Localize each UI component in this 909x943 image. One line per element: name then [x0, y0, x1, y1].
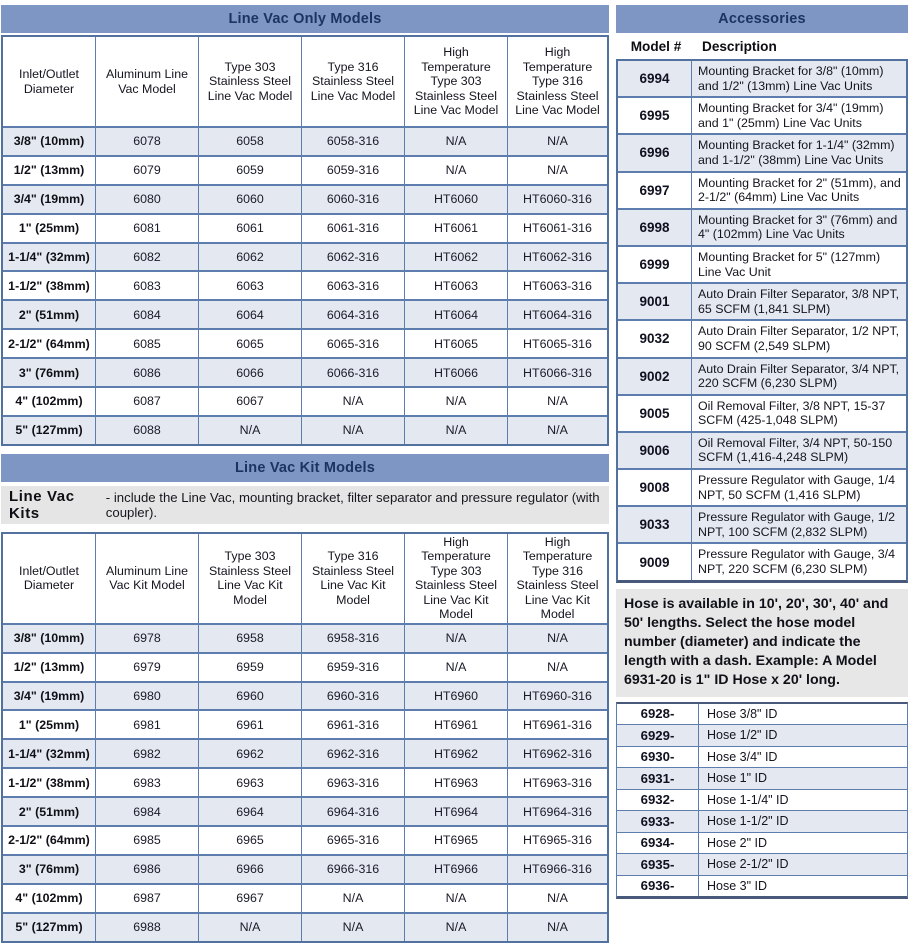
- column-header: Inlet/Outlet Diameter: [19, 66, 79, 96]
- model-cell: 6959: [198, 654, 301, 681]
- model-number: 9033: [618, 507, 692, 542]
- model-cell: HT6062-316: [507, 244, 607, 271]
- description-cell: Hose 2" ID: [707, 835, 768, 850]
- column-header: Type 316 Stainless Steel Line Vac Model: [301, 37, 404, 126]
- diameter-cell: 1-1/2" (38mm): [8, 278, 90, 293]
- model-cell: 6061-316: [301, 215, 404, 242]
- model-cell: N/A: [404, 914, 507, 941]
- model-cell: N/A: [404, 157, 507, 184]
- model-cell: 6063-316: [301, 272, 404, 299]
- table-row: [3, 126, 607, 155]
- table-row: [3, 242, 607, 271]
- table-row: [618, 431, 906, 468]
- column-header: High Temperature Type 316 Stainless Steel Line Vac Model: [507, 37, 607, 126]
- model-number: 9006: [618, 433, 692, 468]
- model-cell: N/A: [198, 914, 301, 941]
- model-cell: 6058-316: [301, 128, 404, 155]
- table-row: [618, 208, 906, 245]
- model-number: 6995: [618, 98, 692, 133]
- model-cell: N/A: [404, 885, 507, 912]
- table-row: [617, 767, 907, 789]
- model-number: 6931-: [617, 768, 699, 789]
- model-cell: HT6066-316: [507, 359, 607, 386]
- column-header: Inlet/Outlet Diameter: [19, 563, 79, 593]
- model-cell: 6963: [198, 769, 301, 796]
- table-row: [3, 825, 607, 854]
- model-cell: HT6061: [404, 215, 507, 242]
- diameter-cell: 1-1/4" (32mm): [8, 746, 90, 761]
- table-row: [618, 468, 906, 505]
- model-cell: N/A: [301, 417, 404, 444]
- model-number: 6997: [618, 173, 692, 208]
- column-header: Aluminum Line Vac Kit Model: [95, 534, 198, 623]
- diameter-cell: 2" (51mm): [18, 804, 80, 819]
- model-number: 6996: [618, 135, 692, 170]
- model-cell: N/A: [507, 157, 607, 184]
- table-row: [3, 767, 607, 796]
- description-cell: Hose 1" ID: [707, 771, 768, 786]
- model-cell: 6984: [95, 798, 198, 825]
- line-vac-only-table: [1, 35, 609, 446]
- description-cell: Oil Removal Filter, 3/4 NPT, 50-150 SCFM (1,416-4,248 SLPM): [698, 435, 893, 465]
- model-cell: 6959-316: [301, 654, 404, 681]
- diameter-cell: 3" (76mm): [18, 862, 80, 877]
- table-row: [618, 61, 906, 96]
- description-cell: Pressure Regulator with Gauge, 3/4 NPT, 220 SCFM (6,230 SLPM): [698, 547, 895, 577]
- model-cell: HT6964-316: [507, 798, 607, 825]
- description-cell: Auto Drain Filter Separator, 3/8 NPT, 65 SCFM (1,841 SLPM): [698, 287, 900, 316]
- hose-note: Hose is available in 10', 20', 30', 40' and 50' lengths. Select the hose model number (diameter) and indicate the length with a dash. Example: A Model 6931-20 is 1" ID Hose x 20' long.: [616, 589, 908, 697]
- model-cell: 6088: [95, 417, 198, 444]
- model-cell: N/A: [507, 654, 607, 681]
- model-cell: 6986: [95, 856, 198, 883]
- table-row: [618, 319, 906, 356]
- model-cell: 6982: [95, 740, 198, 767]
- description-cell: Hose 3/4" ID: [707, 749, 778, 764]
- model-number: 9002: [618, 359, 692, 394]
- description-cell: Pressure Regulator with Gauge, 1/2 NPT, 100 SCFM (2,832 SLPM): [698, 510, 895, 539]
- column-header: Type 303 Stainless Steel Line Vac Model: [198, 37, 301, 126]
- table-row: [3, 155, 607, 184]
- model-cell: HT6966-316: [507, 856, 607, 883]
- model-cell: 6958: [198, 625, 301, 652]
- diameter-cell: 1-1/4" (32mm): [8, 250, 90, 264]
- model-cell: N/A: [301, 388, 404, 415]
- model-number: 6999: [618, 247, 692, 282]
- model-number: 6998: [618, 210, 692, 245]
- description-cell: Mounting Bracket for 1-1/4" (32mm) and 1-1/2" (38mm) Line Vac Units: [698, 138, 895, 167]
- model-cell: 6083: [95, 272, 198, 299]
- diameter-cell: 1/2" (13mm): [13, 660, 85, 675]
- model-cell: 6079: [95, 157, 198, 184]
- model-number: 6936-: [617, 876, 699, 897]
- model-cell: 6963-316: [301, 769, 404, 796]
- model-cell: 6966-316: [301, 856, 404, 883]
- column-header: Type 303 Stainless Steel Line Vac Kit Model: [198, 534, 301, 623]
- model-cell: HT6061-316: [507, 215, 607, 242]
- table-row: [617, 875, 907, 897]
- model-cell: HT6965-316: [507, 827, 607, 854]
- table-row: [618, 505, 906, 542]
- model-cell: 6066: [198, 359, 301, 386]
- diameter-cell: 1-1/2" (38mm): [8, 775, 90, 790]
- column-header: High Temperature Type 303 Stainless Steel Line Vac Kit Model: [404, 534, 507, 623]
- accessories-table: [616, 59, 908, 583]
- line-vac-kit-title: Line Vac Kit Models: [235, 459, 375, 476]
- model-cell: N/A: [507, 128, 607, 155]
- model-number: 6928-: [617, 704, 699, 725]
- table-row: [3, 623, 607, 652]
- model-cell: 6960-316: [301, 683, 404, 710]
- table-row: [3, 912, 607, 941]
- model-cell: 6981: [95, 711, 198, 738]
- model-number: 6994: [618, 61, 692, 96]
- model-cell: 6966: [198, 856, 301, 883]
- description-cell: Mounting Bracket for 5" (127mm) Line Vac Unit: [698, 249, 881, 279]
- model-cell: 6988: [95, 914, 198, 941]
- table-row: [617, 704, 907, 725]
- table-row: [3, 883, 607, 912]
- model-cell: HT6064: [404, 301, 507, 328]
- diameter-cell: 2" (51mm): [18, 307, 80, 322]
- hose-table: [616, 702, 908, 900]
- left-column: [1, 5, 609, 943]
- line-vac-only-title-bar: [1, 5, 609, 33]
- model-cell: 6983: [95, 769, 198, 796]
- diameter-cell: 1" (25mm): [18, 717, 80, 732]
- table-row: [3, 213, 607, 242]
- model-cell: HT6063-316: [507, 272, 607, 299]
- model-number: 6934-: [617, 833, 699, 854]
- model-cell: 6063: [198, 272, 301, 299]
- model-cell: N/A: [404, 417, 507, 444]
- diameter-cell: 5" (127mm): [15, 920, 83, 935]
- right-column: [616, 5, 908, 899]
- model-cell: 6067: [198, 388, 301, 415]
- table-row: [618, 245, 906, 282]
- description-cell: Hose 3" ID: [707, 878, 768, 893]
- description-cell: Pressure Regulator with Gauge, 1/4 NPT, 50 SCFM (1,416 SLPM): [698, 473, 895, 502]
- diameter-cell: 2-1/2" (64mm): [8, 833, 90, 848]
- table-row: [617, 789, 907, 811]
- model-cell: HT6963: [404, 769, 507, 796]
- model-cell: 6062: [198, 244, 301, 271]
- model-cell: 6062-316: [301, 244, 404, 271]
- model-cell: 6065: [198, 330, 301, 357]
- model-cell: 6060: [198, 186, 301, 213]
- description-cell: Auto Drain Filter Separator, 1/2 NPT, 90 SCFM (2,549 SLPM): [698, 324, 900, 353]
- model-cell: HT6060: [404, 186, 507, 213]
- table-row: [3, 738, 607, 767]
- description-cell: Hose 1/2" ID: [707, 728, 778, 743]
- model-cell: N/A: [404, 128, 507, 155]
- model-cell: 6962: [198, 740, 301, 767]
- table-row: [617, 853, 907, 875]
- description-cell: Hose 2-1/2" ID: [707, 857, 789, 872]
- model-cell: 6080: [95, 186, 198, 213]
- table-row: [618, 357, 906, 394]
- model-cell: HT6960: [404, 683, 507, 710]
- model-cell: 6059-316: [301, 157, 404, 184]
- model-number: 6932-: [617, 790, 699, 811]
- table-row: [618, 171, 906, 208]
- table-row: [618, 96, 906, 133]
- model-cell: N/A: [507, 388, 607, 415]
- diameter-cell: 2-1/2" (64mm): [8, 336, 90, 351]
- model-number: 6933-: [617, 811, 699, 832]
- model-cell: HT6962-316: [507, 740, 607, 767]
- model-cell: 6078: [95, 128, 198, 155]
- model-cell: N/A: [404, 388, 507, 415]
- model-number: 9008: [618, 470, 692, 505]
- model-number: 9009: [618, 544, 692, 579]
- table-row: [617, 724, 907, 746]
- table-row: [617, 746, 907, 768]
- model-cell: 6961-316: [301, 711, 404, 738]
- model-cell: HT6064-316: [507, 301, 607, 328]
- line-vac-only-title: Line Vac Only Models: [228, 11, 382, 27]
- diameter-cell: 3/8" (10mm): [13, 631, 85, 646]
- description-cell: Oil Removal Filter, 3/8 NPT, 15-37 SCFM (425-1,048 SLPM): [698, 398, 886, 428]
- model-cell: 6065-316: [301, 330, 404, 357]
- table-row: [3, 270, 607, 299]
- table-row: [618, 394, 906, 431]
- diameter-cell: 4" (102mm): [15, 891, 83, 906]
- model-cell: 6087: [95, 388, 198, 415]
- diameter-cell: 3/8" (10mm): [13, 134, 85, 149]
- model-number: 9032: [618, 321, 692, 356]
- model-cell: 6979: [95, 654, 198, 681]
- diameter-cell: 3/4" (19mm): [13, 689, 85, 704]
- description-cell: Hose 3/8" ID: [707, 706, 778, 721]
- model-cell: 6965-316: [301, 827, 404, 854]
- model-number: 6935-: [617, 854, 699, 875]
- table-row: [3, 796, 607, 825]
- model-cell: 6978: [95, 625, 198, 652]
- table-row: [3, 415, 607, 444]
- diameter-cell: 4" (102mm): [15, 394, 83, 409]
- model-cell: HT6964: [404, 798, 507, 825]
- accessories-description-header: Description: [702, 38, 777, 54]
- column-header: Type 316 Stainless Steel Line Vac Kit Model: [301, 534, 404, 623]
- model-cell: 6059: [198, 157, 301, 184]
- model-cell: HT6063: [404, 272, 507, 299]
- table-row: [3, 652, 607, 681]
- table-row: [3, 299, 607, 328]
- model-cell: 6085: [95, 330, 198, 357]
- diameter-cell: 3" (76mm): [18, 365, 80, 380]
- model-cell: 6985: [95, 827, 198, 854]
- diameter-cell: 1/2" (13mm): [13, 163, 85, 178]
- table-row: [617, 832, 907, 854]
- table-row: [3, 357, 607, 386]
- table-row: [3, 328, 607, 357]
- table-row: [3, 386, 607, 415]
- model-cell: HT6962: [404, 740, 507, 767]
- model-cell: 6958-316: [301, 625, 404, 652]
- description-cell: Mounting Bracket for 3" (76mm) and 4" (102mm) Line Vac Units: [698, 212, 898, 242]
- model-cell: 6066-316: [301, 359, 404, 386]
- line-vac-kits-note: [1, 486, 609, 524]
- model-cell: HT6065: [404, 330, 507, 357]
- model-cell: 6061: [198, 215, 301, 242]
- description-cell: Mounting Bracket for 3/8" (10mm) and 1/2" (13mm) Line Vac Units: [698, 64, 884, 93]
- accessories-column-headers: [616, 33, 908, 59]
- model-cell: 6967: [198, 885, 301, 912]
- line-vac-kit-title-bar: [1, 454, 609, 482]
- model-number: 6930-: [617, 747, 699, 768]
- header-row: [3, 534, 607, 623]
- model-cell: 6086: [95, 359, 198, 386]
- table-row: [617, 810, 907, 832]
- model-number: 6929-: [617, 725, 699, 746]
- model-cell: HT6960-316: [507, 683, 607, 710]
- model-cell: N/A: [507, 914, 607, 941]
- model-cell: HT6965: [404, 827, 507, 854]
- model-cell: N/A: [507, 625, 607, 652]
- model-cell: N/A: [507, 417, 607, 444]
- model-cell: N/A: [507, 885, 607, 912]
- model-cell: 6084: [95, 301, 198, 328]
- model-cell: 6082: [95, 244, 198, 271]
- line-vac-kits-note-text: - include the Line Vac, mounting bracket, filter separator and pressure regulator (with coupler).: [105, 489, 600, 520]
- table-row: [3, 854, 607, 883]
- model-cell: 6058: [198, 128, 301, 155]
- model-number: 9005: [618, 396, 692, 431]
- description-cell: Hose 1-1/2" ID: [707, 814, 789, 829]
- column-header: High Temperature Type 303 Stainless Steel Line Vac Model: [404, 37, 507, 126]
- model-cell: HT6961-316: [507, 711, 607, 738]
- model-cell: HT6966: [404, 856, 507, 883]
- diameter-cell: 3/4" (19mm): [13, 192, 85, 207]
- model-cell: HT6062: [404, 244, 507, 271]
- header-row: [3, 37, 607, 126]
- model-cell: HT6963-316: [507, 769, 607, 796]
- model-cell: N/A: [198, 417, 301, 444]
- model-cell: N/A: [404, 654, 507, 681]
- description-cell: Mounting Bracket for 3/4" (19mm) and 1" (25mm) Line Vac Units: [698, 101, 884, 130]
- accessories-model-header: Model #: [630, 38, 682, 54]
- model-cell: 6064-316: [301, 301, 404, 328]
- description-cell: Mounting Bracket for 2" (51mm), and 2-1/2" (64mm) Line Vac Units: [698, 175, 901, 205]
- table-row: [3, 681, 607, 710]
- model-cell: 6960: [198, 683, 301, 710]
- model-cell: 6964-316: [301, 798, 404, 825]
- model-cell: N/A: [404, 625, 507, 652]
- model-number: 9001: [618, 284, 692, 319]
- model-cell: 6081: [95, 215, 198, 242]
- description-cell: Hose 1-1/4" ID: [707, 792, 789, 807]
- model-cell: HT6065-316: [507, 330, 607, 357]
- table-row: [618, 282, 906, 319]
- model-cell: HT6066: [404, 359, 507, 386]
- line-vac-kits-note-bold: Line Vac Kits: [9, 487, 75, 522]
- model-cell: 6961: [198, 711, 301, 738]
- table-row: [618, 133, 906, 170]
- column-header: Aluminum Line Vac Model: [95, 37, 198, 126]
- table-row: [3, 184, 607, 213]
- model-cell: 6965: [198, 827, 301, 854]
- accessories-title: Accessories: [718, 11, 806, 27]
- model-cell: 6980: [95, 683, 198, 710]
- description-cell: Auto Drain Filter Separator, 3/4 NPT, 220 SCFM (6,230 SLPM): [698, 361, 900, 391]
- diameter-cell: 5" (127mm): [15, 423, 83, 438]
- model-cell: 6064: [198, 301, 301, 328]
- model-cell: 6962-316: [301, 740, 404, 767]
- table-row: [3, 709, 607, 738]
- line-vac-kit-table: [1, 532, 609, 943]
- diameter-cell: 1" (25mm): [18, 221, 80, 236]
- model-cell: N/A: [301, 885, 404, 912]
- model-cell: HT6060-316: [507, 186, 607, 213]
- model-cell: HT6961: [404, 711, 507, 738]
- model-cell: 6987: [95, 885, 198, 912]
- table-row: [618, 542, 906, 579]
- model-cell: 6964: [198, 798, 301, 825]
- accessories-title-bar: [616, 5, 908, 33]
- model-cell: 6060-316: [301, 186, 404, 213]
- column-header: High Temperature Type 316 Stainless Steel Line Vac Kit Model: [507, 534, 607, 623]
- model-cell: N/A: [301, 914, 404, 941]
